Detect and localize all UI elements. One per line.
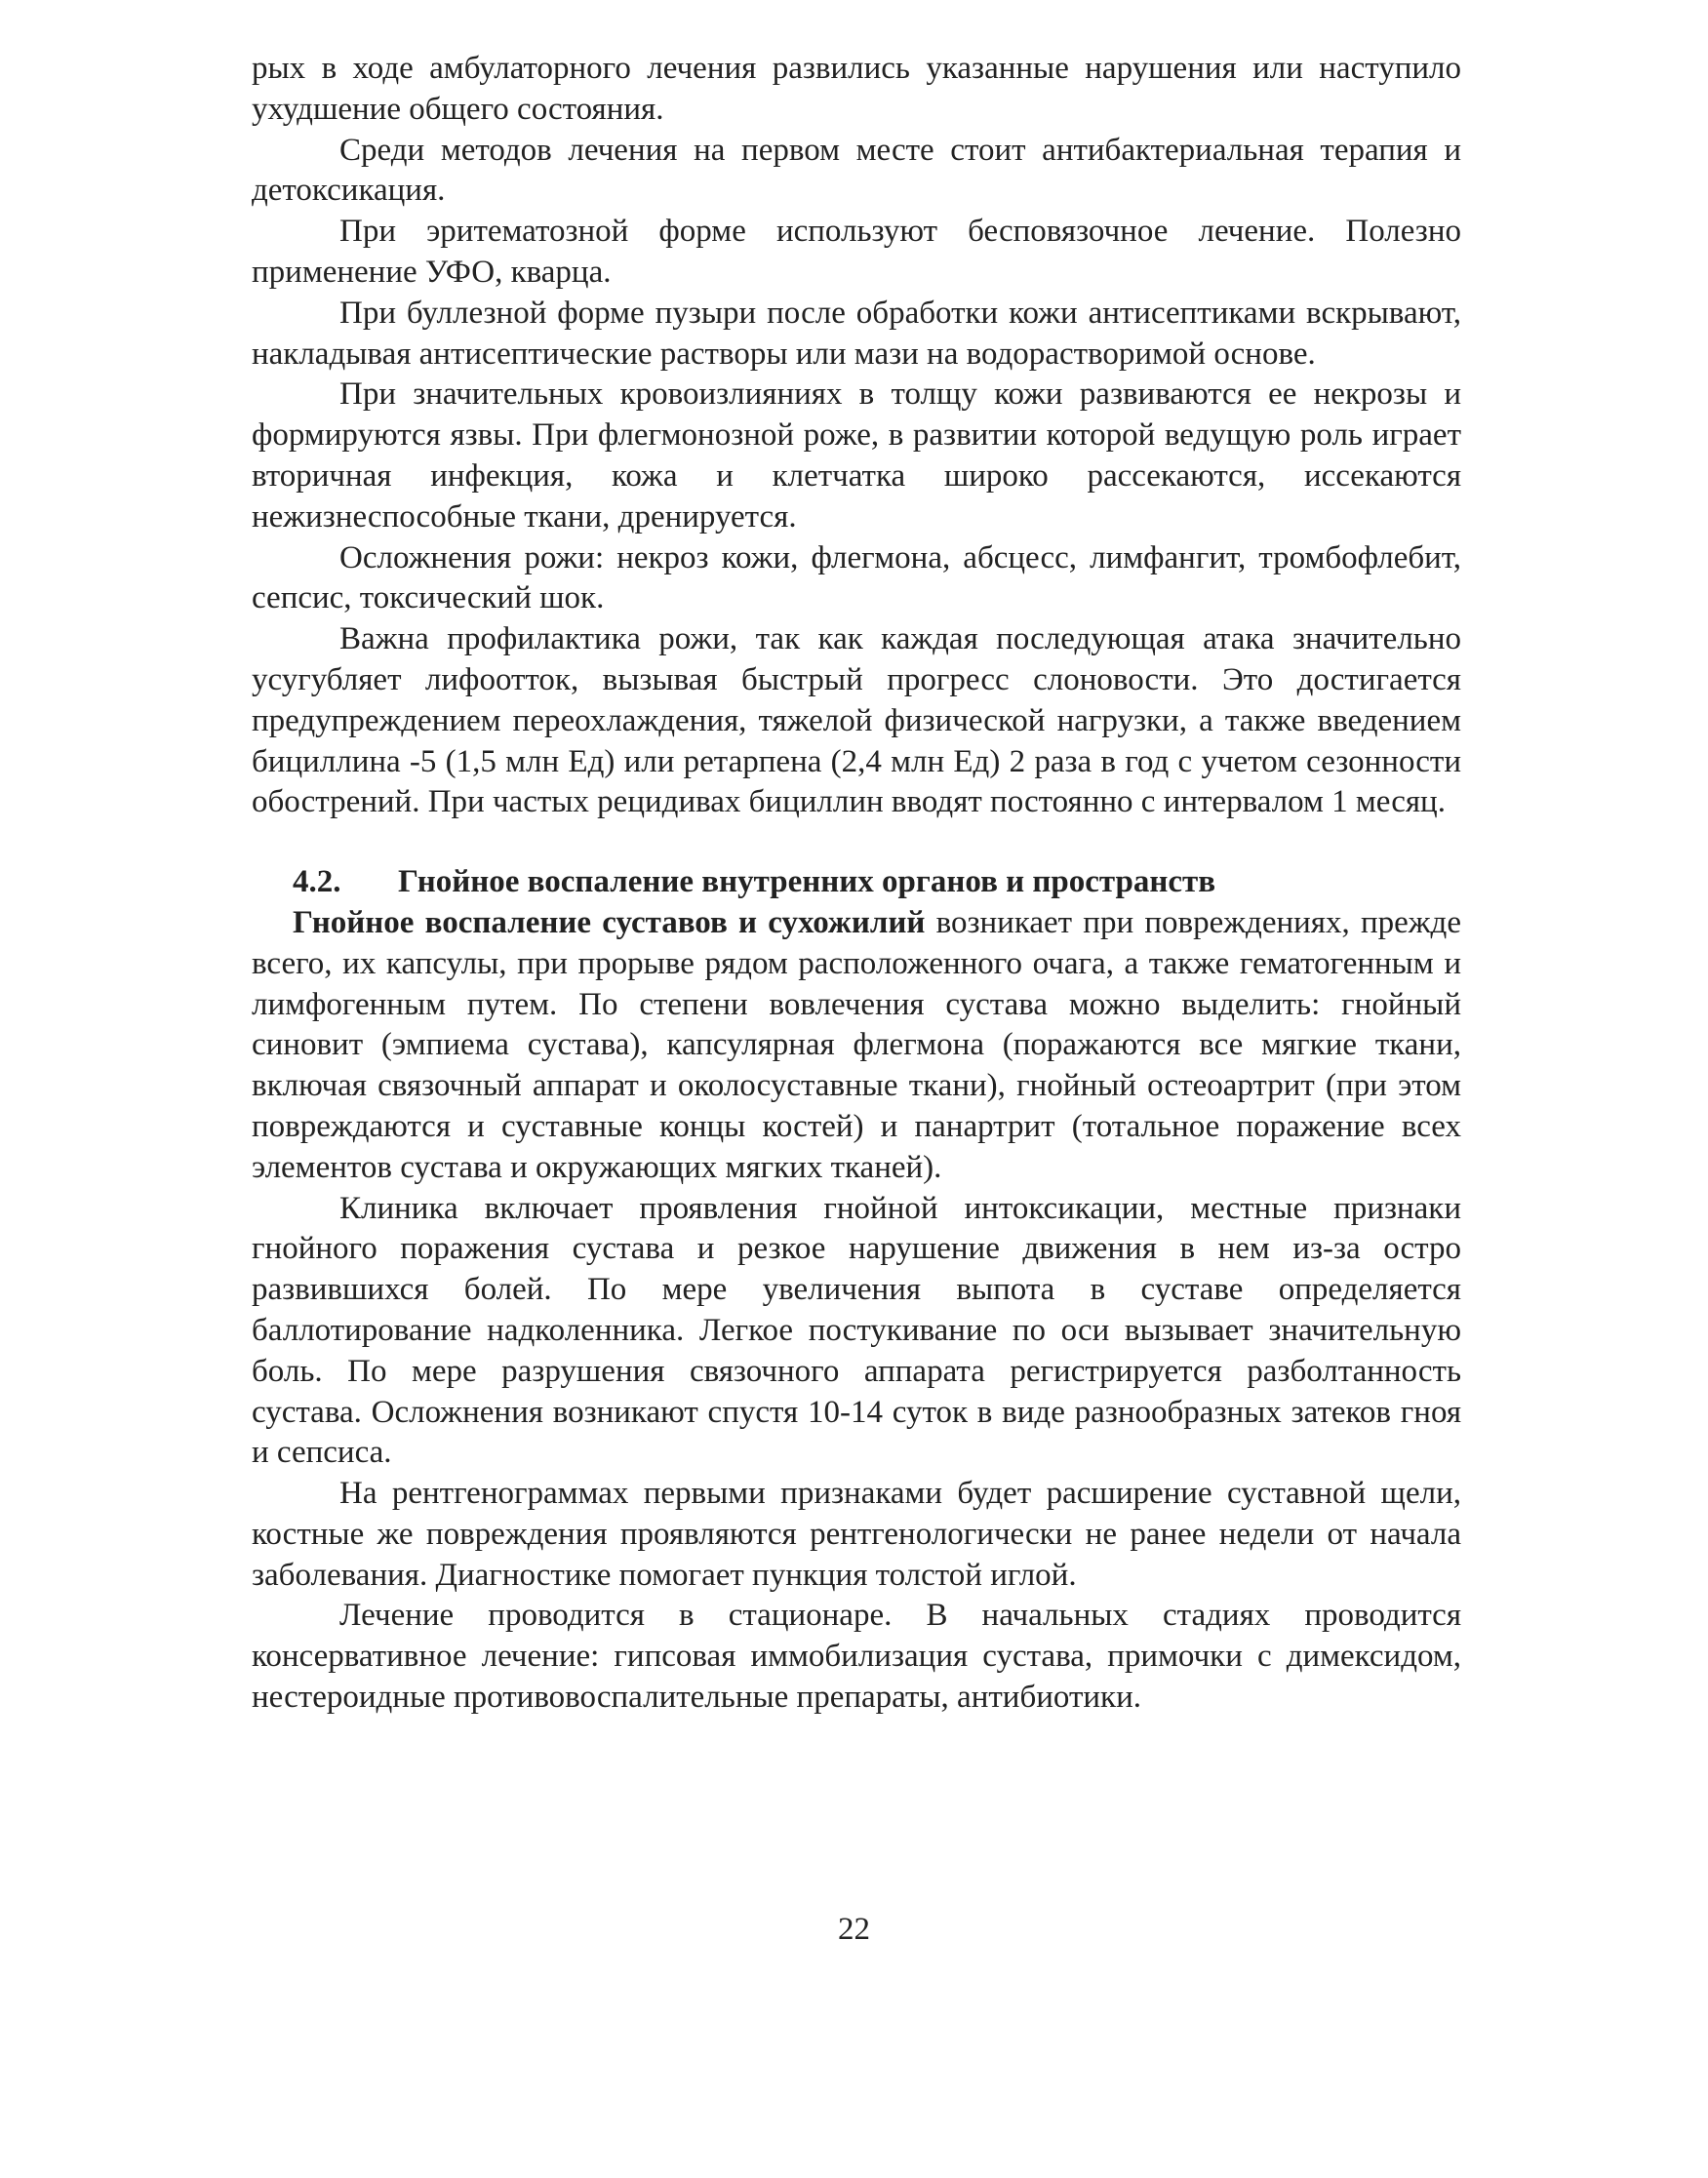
lead-text: возникает при повреждениях, прежде всего, их капсулы, при прорыве рядом расположенного очага, а также гематогенным и лимфогенным путем. По степени вовлечения сустава можно выделить: гнойный синовит (эмпиема сустава), капсулярная флегмона (поражаются все мягкие ткани, включая связочный аппарат и околосуставные ткани), гнойный остеоартрит (при этом повреждаются и суставные концы костей) и панартрит (тотальное поражение всех элементов сустава и окружающих мягких тканей). <box>252 904 1461 1185</box>
lead-term: Гнойное воспаление суставов и сухожилий <box>293 904 926 940</box>
paragraph: Клиника включает проявления гнойной интоксикации, местные признаки гнойного поражения сустава и резкое нарушение движения в нем из-за остро развившихся болей. По мере увеличения выпота в суставе определяется баллотирование надколенника. Легкое постукивание по оси вызывает значительную боль. По мере разрушения связочного аппарата регистрируется разболтанность сустава. Осложнения возникают спустя 10-14 суток в виде разнообразных затеков гноя и сепсиса. <box>252 1190 1461 1471</box>
paragraph: На рентгенограммах первыми признаками будет расширение суставной щели, костные же повреждения проявляются рентгенологически не ранее недели от начала заболевания. Диагностике помогает пункция толстой иглой. <box>252 1476 1461 1593</box>
paragraph: Важна профилактика рожи, так как каждая последующая атака значительно усугубляет лифоотток, вызывая быстрый прогресс слоновости. Это достигается предупреждением переохлаждения, тяжелой физической нагрузки, а также введением бициллина -5 (1,5 млн Ед) или ретарпена (2,4 млн Ед) 2 раза в год с учетом сезонности обострений. При частых рецидивах бициллин вводят постоянно с интервалом 1 месяц. <box>252 621 1461 820</box>
paragraph: Лечение проводится в стационаре. В начальных стадиях проводится консервативное лечение: гипсовая иммобилизация сустава, примочки с димексидом, нестероидные противовоспалительные препараты, антибиотики. <box>252 1598 1461 1716</box>
body-text <box>252 49 1461 1719</box>
paragraph: При значительных кровоизлияниях в толщу кожи развиваются ее некрозы и формируются язвы. При флегмонозной роже, в развитии которой ведущую роль играет вторичная инфекция, кожа и клетчатка широко рассекаются, иссекаются нежизнеспособные ткани, дренируется. <box>252 376 1461 535</box>
paragraph: рых в ходе амбулаторного лечения развились указанные нарушения или наступило ухудшение общего состояния. <box>252 51 1461 127</box>
section-number: 4.2. <box>293 864 341 900</box>
section-heading <box>293 862 1461 903</box>
paragraph: При буллезной форме пузыри после обработки кожи антисептиками вскрывают, накладывая антисептические растворы или мази на водорастворимой основе. <box>252 295 1461 372</box>
section-title: Гнойное воспаление внутренних органов и пространств <box>398 864 1216 900</box>
page-number: 22 <box>838 1912 870 1947</box>
lead-paragraph <box>252 903 1461 1189</box>
paragraph: Среди методов лечения на первом месте стоит антибактериальная терапия и детоксикация. <box>252 132 1461 209</box>
paragraph: Осложнения рожи: некроз кожи, флегмона, абсцесс, лимфангит, тромбофлебит, сепсис, токсический шок. <box>252 539 1461 616</box>
paragraph: При эритематозной форме используют бесповязочное лечение. Полезно применение УФО, кварца. <box>252 214 1461 290</box>
